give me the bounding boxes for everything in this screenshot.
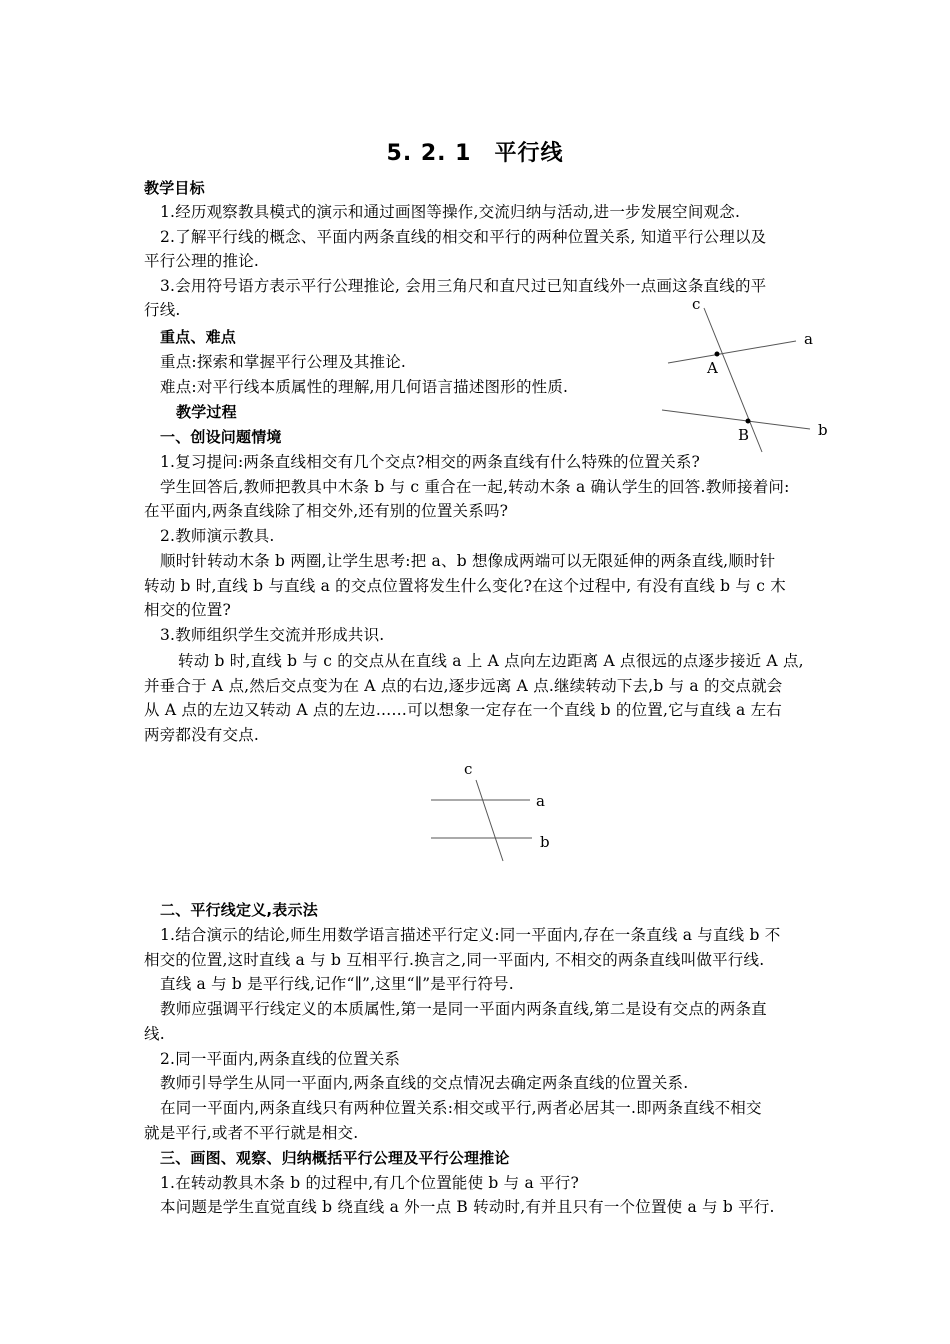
process-heading: 教学过程 (176, 403, 237, 421)
part1-para-6-line-4: 两旁都没有交点. (144, 726, 260, 744)
part2-para-5: 教师引导学生从同一平面内,两条直线的交点情况去确定两条直线的位置关系. (160, 1074, 689, 1092)
part2-para-2: 直线 a 与 b 是平行线,记作“∥”,这里“∥”是平行符号. (160, 975, 514, 993)
part2-para-6-line-2: 就是平行,或者不平行就是相交. (144, 1124, 359, 1142)
part1-para-3: 2.教师演示教具. (160, 527, 275, 545)
part2-para-3-line-2: 线. (144, 1025, 165, 1043)
part1-para-6-line-1: 转动 b 时,直线 b 与 c 的交点从在直线 a 上 A 点向左边距离 A 点很远的点逐步接近 A 点, (178, 652, 804, 670)
part2-para-1-line-2: 相交的位置,这时直线 a 与 b 互相平行.换言之,同一平面内, 不相交的两条直线叫做平行线. (144, 951, 765, 969)
key-difficulty-heading: 重点、难点 (160, 328, 237, 346)
label-c: c (692, 295, 701, 313)
label-A: A (707, 359, 718, 377)
part1-para-5: 3.教师组织学生交流并形成共识. (160, 626, 385, 644)
goal-2-line-2: 平行公理的推论. (144, 252, 260, 270)
difficulty: 难点:对平行线本质属性的理解,用几何语言描述图形的性质. (160, 378, 569, 396)
part3-heading: 三、画图、观察、归纳概括平行公理及平行公理推论 (160, 1149, 510, 1167)
part1-para-6-line-3: 从 A 点的左边又转动 A 点的左边……可以想象一定存在一个直线 b 的位置,它与直线 a 左右 (144, 701, 782, 719)
part1-para-4-line-2: 转动 b 时,直线 b 与直线 a 的交点位置将发生什么变化?在这个过程中, 有没有直线 b 与 c 木 (144, 577, 786, 595)
part3-para-2: 本问题是学生直觉直线 b 绕直线 a 外一点 B 转动时,有并且只有一个位置使 a 与 b 平行. (160, 1198, 775, 1216)
line-c (704, 308, 762, 452)
part1-para-2-line-1: 学生回答后,教师把教具中木条 b 与 c 重合在一起,转动木条 a 确认学生的回答.教师接着问: (160, 478, 790, 496)
line-a (668, 341, 796, 363)
part3-para-1: 1.在转动教具木条 b 的过程中,有几个位置能使 b 与 a 平行? (160, 1174, 579, 1192)
goal-3-line-2: 行线. (144, 301, 181, 319)
page-title: 5. 2. 1 平行线 (386, 141, 564, 166)
part1-para-6-line-2: 并垂合于 A 点,然后交点变为在 A 点的右边,逐步远离 A 点.继续转动下去,b 与 a 的交点就会 (144, 677, 783, 695)
figure-intersecting-lines (650, 290, 850, 460)
part1-para-1: 1.复习提问:两条直线相交有几个交点?相交的两条直线有什么特殊的位置关系? (160, 453, 701, 471)
figure-parallel-lines (420, 758, 570, 868)
label-B: B (738, 426, 750, 444)
label-b: b (818, 421, 828, 439)
line-c (476, 780, 503, 861)
part2-para-4: 2.同一平面内,两条直线的位置关系 (160, 1050, 401, 1068)
label-b: b (540, 833, 550, 851)
part2-heading: 二、平行线定义,表示法 (160, 901, 318, 919)
part1-para-4-line-1: 顺时针转动木条 b 两圈,让学生思考:把 a、b 想像成两端可以无限延伸的两条直线,顺时针 (160, 552, 776, 570)
line-b (662, 410, 810, 429)
part2-para-1-line-1: 1.结合演示的结论,师生用数学语言描述平行定义:同一平面内,存在一条直线 a 与直线 b 不 (160, 926, 781, 944)
goal-2-line-1: 2.了解平行线的概念、平面内两条直线的相交和平行的两种位置关系, 知道平行公理以及 (160, 228, 767, 246)
key-point: 重点:探索和掌握平行公理及其推论. (160, 353, 407, 371)
goal-1: 1.经历观察教具模式的演示和通过画图等操作,交流归纳与活动,进一步发展空间观念. (160, 203, 741, 221)
point-B (746, 419, 751, 424)
part1-para-4-line-3: 相交的位置? (144, 601, 232, 619)
label-c: c (464, 760, 473, 778)
part2-para-6-line-1: 在同一平面内,两条直线只有两种位置关系:相交或平行,两者必居其一.即两条直线不相交 (160, 1099, 762, 1117)
goals-heading: 教学目标 (144, 179, 205, 197)
part1-heading: 一、创设问题情境 (160, 428, 282, 446)
label-a: a (804, 330, 813, 348)
label-a: a (536, 792, 545, 810)
part1-para-2-line-2: 在平面内,两条直线除了相交外,还有别的位置关系吗? (144, 502, 509, 520)
goal-3-line-1: 3.会用符号语方表示平行公理推论, 会用三角尺和直尺过已知直线外一点画这条直线的平 (160, 277, 767, 295)
point-A (715, 352, 720, 357)
part2-para-3-line-1: 教师应强调平行线定义的本质属性,第一是同一平面内两条直线,第二是设有交点的两条直 (160, 1000, 767, 1018)
